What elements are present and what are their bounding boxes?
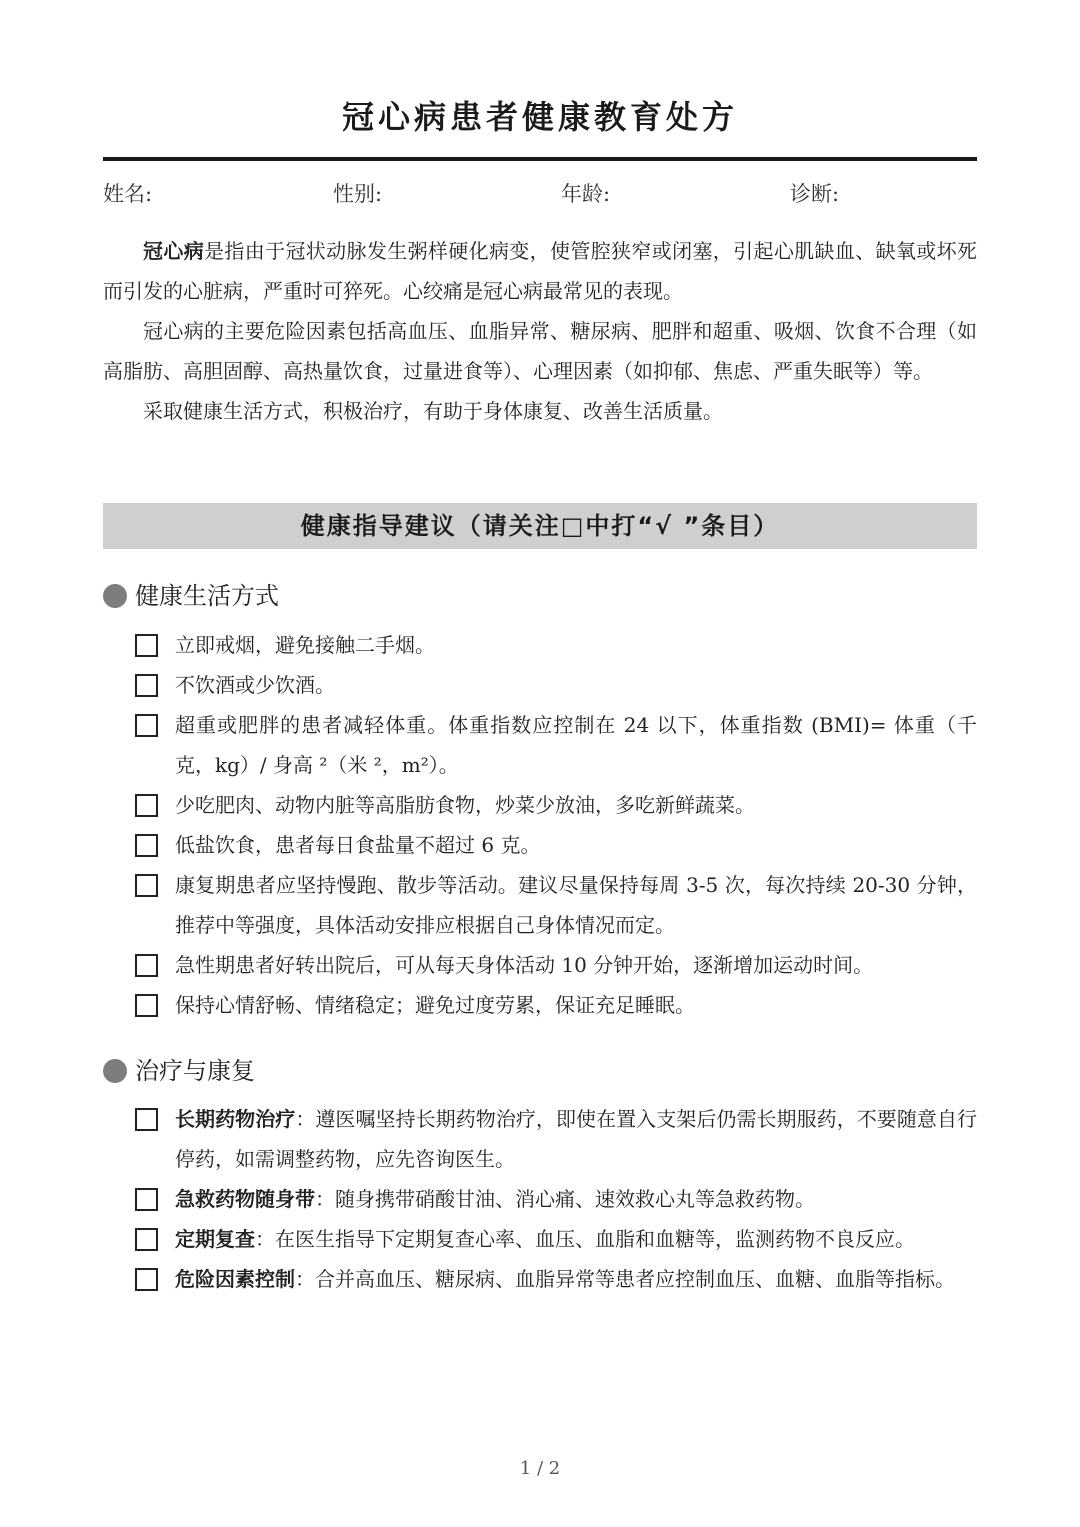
checkbox[interactable] [135, 1268, 158, 1291]
checklist-item [135, 945, 977, 985]
guidance-banner: 健康指导建议（请关注□中打“√ ”条目） [103, 503, 977, 549]
diagnosis-label: 诊断: [790, 182, 840, 206]
page-title: 冠心病患者健康教育处方 [341, 98, 738, 136]
checkbox[interactable] [135, 714, 158, 737]
checklist-item [135, 1219, 977, 1259]
checklist-item [135, 1099, 977, 1179]
checkbox[interactable] [135, 1228, 158, 1251]
checkbox[interactable] [135, 1188, 158, 1211]
section-heading-treatment [103, 1053, 255, 1089]
checklist-item [135, 785, 977, 825]
item-keyword: 急救药物随身带 [175, 1187, 315, 1211]
bullet-dot-icon [103, 1059, 127, 1083]
checkbox[interactable] [135, 994, 158, 1017]
treatment-checklist [135, 1099, 977, 1299]
item-text: 超重或肥胖的患者减轻体重。体重指数应控制在 24 以下，体重指数 (BMI)= 体重（千克，kg）/ 身高 ²（米 ²，m²）。 [175, 713, 977, 777]
checklist-item [135, 705, 977, 785]
item-keyword: 危险因素控制 [175, 1267, 295, 1291]
item-text: 康复期患者应坚持慢跑、散步等活动。建议尽量保持每周 3-5 次，每次持续 20-30 分钟，推荐中等强度，具体活动安排应根据自己身体情况而定。 [175, 873, 977, 937]
intro-paragraph-1 [103, 231, 977, 311]
item-text: ：遵医嘱坚持长期药物治疗，即使在置入支架后仍需长期服药，不要随意自行停药，如需调整药物，应先咨询医生。 [175, 1107, 978, 1171]
item-text: ：随身携带硝酸甘油、消心痛、速效救心丸等急救药物。 [315, 1187, 815, 1211]
age-label: 年龄: [561, 182, 611, 206]
item-text: 保持心情舒畅、情绪稳定；避免过度劳累，保证充足睡眠。 [175, 993, 695, 1017]
checkbox[interactable] [135, 674, 158, 697]
gender-label: 性别: [333, 182, 383, 206]
bullet-dot-icon [103, 584, 127, 608]
item-text: 急性期患者好转出院后，可从每天身体活动 10 分钟开始，逐渐增加运动时间。 [175, 953, 874, 977]
lifestyle-checklist [135, 625, 977, 1025]
checkbox[interactable] [135, 954, 158, 977]
intro-paragraph-3: 采取健康生活方式，积极治疗，有助于身体康复、改善生活质量。 [143, 399, 723, 423]
checkbox[interactable] [135, 834, 158, 857]
item-text: 立即戒烟，避免接触二手烟。 [175, 633, 435, 657]
checklist-item [135, 1259, 977, 1299]
checkbox[interactable] [135, 874, 158, 897]
checkbox[interactable] [135, 794, 158, 817]
name-label: 姓名: [103, 182, 153, 206]
section-heading-lifestyle [103, 578, 279, 614]
checklist-item [135, 665, 977, 705]
item-text: ：合并高血压、糖尿病、血脂异常等患者应控制血压、血糖、血脂等指标。 [295, 1267, 955, 1291]
intro-text [103, 231, 977, 431]
item-keyword: 定期复查 [175, 1227, 255, 1251]
item-keyword: 长期药物治疗 [175, 1107, 296, 1131]
section-title: 健康生活方式 [135, 582, 279, 610]
checklist-item [135, 1179, 977, 1219]
intro-paragraph-1-text: 是指由于冠状动脉发生粥样硬化病变，使管腔狭窄或闭塞，引起心肌缺血、缺氧或坏死而引发的心脏病，严重时可猝死。心绞痛是冠心病最常见的表现。 [103, 239, 978, 303]
page-number: 1 / 2 [519, 1458, 561, 1479]
title-divider [103, 157, 977, 161]
intro-keyword: 冠心病 [143, 239, 205, 263]
checklist-item [135, 825, 977, 865]
item-text: ：在医生指导下定期复查心率、血压、血脂和血糖等，监测药物不良反应。 [255, 1227, 915, 1251]
checklist-item [135, 625, 977, 665]
item-text: 低盐饮食，患者每日食盐量不超过 6 克。 [175, 833, 541, 857]
checklist-item [135, 985, 977, 1025]
intro-paragraph-2: 冠心病的主要危险因素包括高血压、血脂异常、糖尿病、肥胖和超重、吸烟、饮食不合理（如高脂肪、高胆固醇、高热量饮食，过量进食等）、心理因素（如抑郁、焦虑、严重失眠等）等。 [103, 319, 977, 383]
item-text: 少吃肥肉、动物内脏等高脂肪食物，炒菜少放油，多吃新鲜蔬菜。 [175, 793, 755, 817]
patient-info-row [103, 178, 977, 210]
checkbox[interactable] [135, 1108, 158, 1131]
item-text: 不饮酒或少饮酒。 [175, 673, 335, 697]
checklist-item [135, 865, 977, 945]
section-title: 治疗与康复 [135, 1057, 255, 1085]
checkbox[interactable] [135, 634, 158, 657]
